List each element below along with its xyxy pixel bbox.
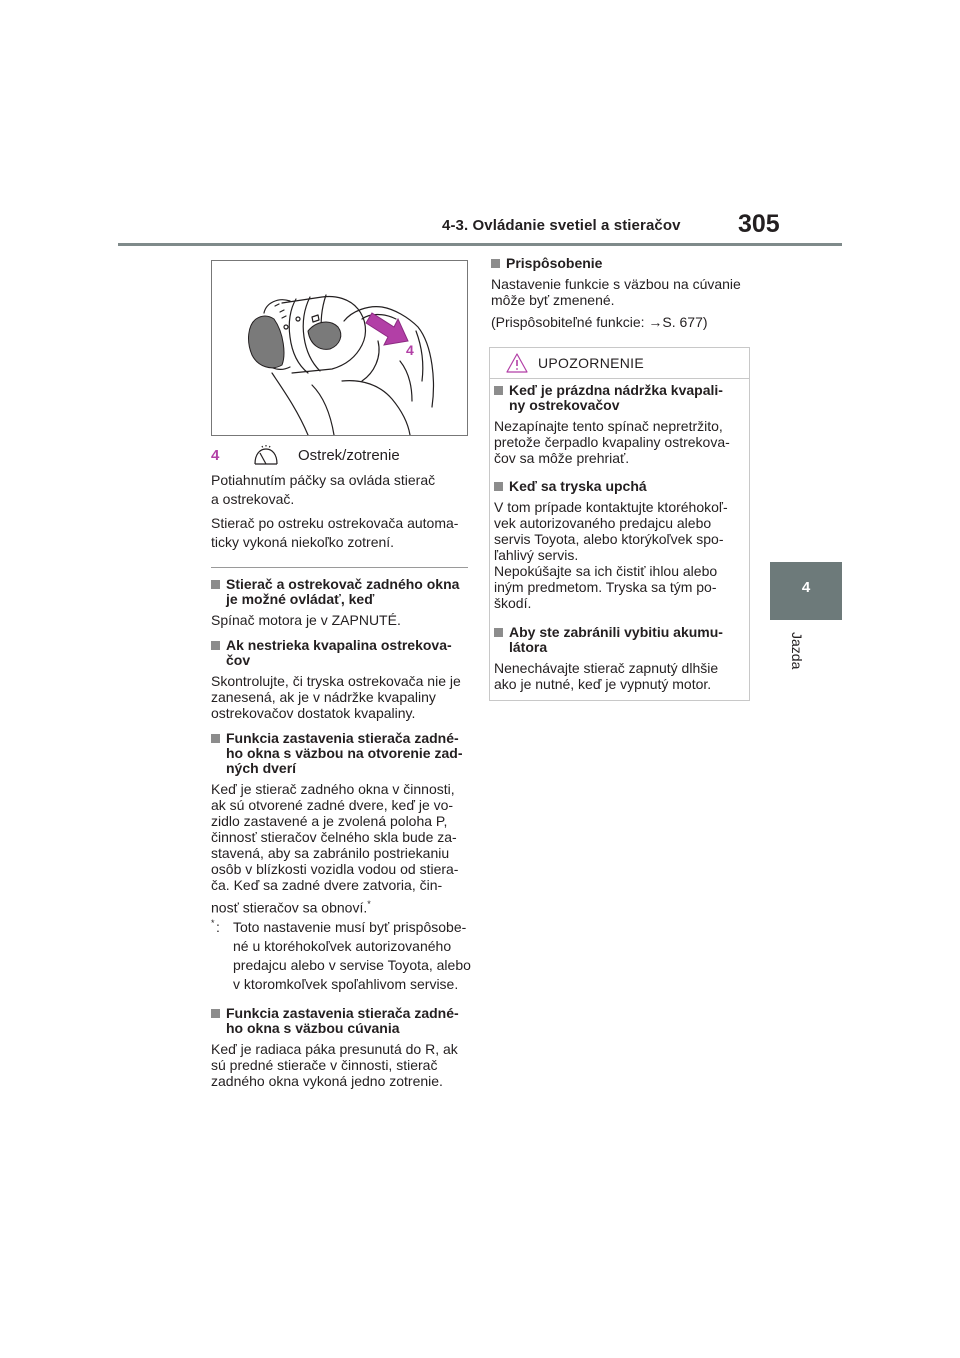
text-line: Keď je radiaca páka presunutá do R, ak xyxy=(211,1041,458,1057)
square-bullet-icon xyxy=(211,1009,220,1018)
text-line: čov xyxy=(226,652,251,668)
text-line: Keď sa tryska upchá xyxy=(509,478,647,494)
text-line: ho okna s väzbou cúvania xyxy=(226,1020,400,1036)
text-line: je možné ovládať, keď xyxy=(226,591,375,607)
text-line: ných dverí xyxy=(226,760,297,776)
text-line: Keď je stierač zadného okna v činnosti, xyxy=(211,781,455,797)
text-line: nosť stieračov sa obnoví.* xyxy=(211,899,371,916)
note-customization xyxy=(491,256,749,330)
warning-battery-drain xyxy=(494,625,744,692)
note-reverse-stop-function xyxy=(211,1006,473,1089)
square-bullet-icon xyxy=(491,259,500,268)
note-body xyxy=(491,276,749,330)
text-line: ticky vykoná niekoľko zotrení. xyxy=(211,534,395,550)
note-rear-wiper-operation xyxy=(211,577,473,628)
note-no-washer-fluid xyxy=(211,638,473,721)
note-body xyxy=(211,612,473,628)
illustration-callout: 4 xyxy=(406,342,414,358)
text-line: Stierač a ostrekovač zadného okna xyxy=(226,576,460,592)
text-line: vek autorizovaného predajcu alebo xyxy=(494,515,712,531)
text-line: ny ostrekovačov xyxy=(509,397,620,413)
chapter-label-text: Jazda xyxy=(789,632,805,670)
note-rear-door-stop-function xyxy=(211,731,473,994)
text-line: Funkcia zastavenia stierača zadné- xyxy=(226,1005,459,1021)
note-heading xyxy=(494,479,744,494)
text-line: škodí. xyxy=(494,595,532,611)
text-line: Aby ste zabránili vybitiu akumu- xyxy=(509,624,723,640)
text-line: látora xyxy=(509,639,548,655)
warning-empty-tank xyxy=(494,383,744,466)
text-line: Funkcia zastavenia stierača zadné- xyxy=(226,730,459,746)
warning-title: UPOZORNENIE xyxy=(538,355,644,371)
footnote-marker: * xyxy=(367,899,371,909)
item-number: 4 xyxy=(211,447,220,464)
text-line: Nezapínajte tento spínač nepretržito, xyxy=(494,418,723,434)
text-line: ča. Keď sa zadné dvere zatvoria, čin- xyxy=(211,877,443,893)
text-line: Keď je prázdna nádržka kvapali- xyxy=(509,382,723,398)
warning-nozzle-clogged xyxy=(494,479,744,611)
text-line: pretože čerpadlo kvapaliny ostrekova- xyxy=(494,434,730,450)
text-line: ho okna s väzbou na otvorenie zad- xyxy=(226,745,463,761)
text-line: Potiahnutím páčky sa ovláda stierač xyxy=(211,472,436,488)
text-line: Skontrolujte, či tryska ostrekovača nie je xyxy=(211,673,461,689)
note-body xyxy=(211,781,473,916)
note-heading xyxy=(491,256,749,271)
text-line: Ak nestrieka kvapalina ostrekova- xyxy=(226,637,452,653)
text-line: v ktoromkoľvek spoľahlivom servise. xyxy=(233,975,459,992)
note-heading xyxy=(211,731,473,776)
wiper-lever-illustration xyxy=(211,260,468,436)
note-body xyxy=(494,499,744,611)
text-line: Nepokúšajte sa ich čistiť ihlou alebo xyxy=(494,563,718,579)
chapter-label xyxy=(775,632,835,668)
text-line: Spínač motora je v ZAPNUTÉ. xyxy=(211,612,401,628)
warning-triangle-icon xyxy=(505,352,529,379)
text-line: ostrekovačov dostatok kvapaliny. xyxy=(211,705,416,721)
text-line: predajcu alebo v servise Toyota, alebo xyxy=(233,956,471,973)
section-title: 4-3. Ovládanie svetiel a stieračov xyxy=(442,217,681,234)
text-line: sú predné stierače v činnosti, stierač xyxy=(211,1057,438,1073)
text-line: a ostrekovač. xyxy=(211,491,295,507)
text-line: osôb v blízkosti vozidla vodou od stiera- xyxy=(211,861,459,877)
note-body xyxy=(494,418,744,466)
note-heading xyxy=(494,625,744,655)
section-divider xyxy=(211,567,468,568)
text-line: V tom prípade kontaktujte ktoréhokoľ- xyxy=(494,499,728,515)
square-bullet-icon xyxy=(494,482,503,491)
text-line: môže byť zmenené. xyxy=(491,292,615,308)
text-line: činnosť stieračov čelného skla bude za- xyxy=(211,829,457,845)
washer-spray-icon xyxy=(252,444,280,471)
text-line: né u ktoréhokoľvek autorizovaného xyxy=(233,937,452,954)
square-bullet-icon xyxy=(494,628,503,637)
text-line: Nenechávajte stierač zapnutý dlhšie xyxy=(494,660,719,676)
text-line: ľahlivý servis. xyxy=(494,547,579,563)
footnote: * : Toto nastavenie musí byť prispôsobe- né u ktoréhokoľvek autorizovaného predajcu alebo v servise Toyota, alebo v ktoromkoľvek spoľahlivom servise. xyxy=(211,918,473,994)
note-heading xyxy=(494,383,744,413)
square-bullet-icon xyxy=(211,641,220,650)
square-bullet-icon xyxy=(211,580,220,589)
note-body xyxy=(211,673,473,721)
footnote-lead: * xyxy=(211,917,215,928)
text-line: Stierač po ostreku ostrekovača automa- xyxy=(211,515,459,531)
item-label: Ostrek/zotrenie xyxy=(298,447,400,464)
text-line: iným predmetom. Tryska sa tým po- xyxy=(494,579,717,595)
square-bullet-icon xyxy=(211,734,220,743)
note-heading xyxy=(211,1006,473,1036)
page-number: 305 xyxy=(738,210,780,238)
square-bullet-icon xyxy=(494,386,503,395)
text-line: zadného okna vykoná jedno zotrenie. xyxy=(211,1073,443,1089)
chapter-tab-number: 4 xyxy=(801,579,811,596)
note-heading xyxy=(211,638,473,668)
text-line: stavená, aby sa zabránilo postriekaniu xyxy=(211,845,450,861)
header-rule xyxy=(118,243,842,246)
cross-reference-link[interactable]: (Prispôsobiteľné funkcie: →S. 677) xyxy=(491,314,708,330)
item-description xyxy=(211,471,473,552)
text-line: ako je nutné, keď je vypnutý motor. xyxy=(494,676,712,692)
text-line: Prispôsobenie xyxy=(506,255,603,271)
text-line: zanesená, ak je v nádržke kvapaliny xyxy=(211,689,436,705)
note-heading xyxy=(211,577,473,607)
text-line: ak sú otvorené zadné dvere, keď je vo- xyxy=(211,797,454,813)
text-line: servis Toyota, alebo ktorýkoľvek spo- xyxy=(494,531,724,547)
text-line: Nastavenie funkcie s väzbou na cúvanie xyxy=(491,276,741,292)
text-line: Toto nastavenie musí byť prispôsobe- xyxy=(233,918,467,935)
note-body xyxy=(494,660,744,692)
note-body xyxy=(211,1041,473,1089)
text-line: zidlo zastavené a je zvolená poloha P, xyxy=(211,813,448,829)
text-line: čov sa môže prehriať. xyxy=(494,450,630,466)
